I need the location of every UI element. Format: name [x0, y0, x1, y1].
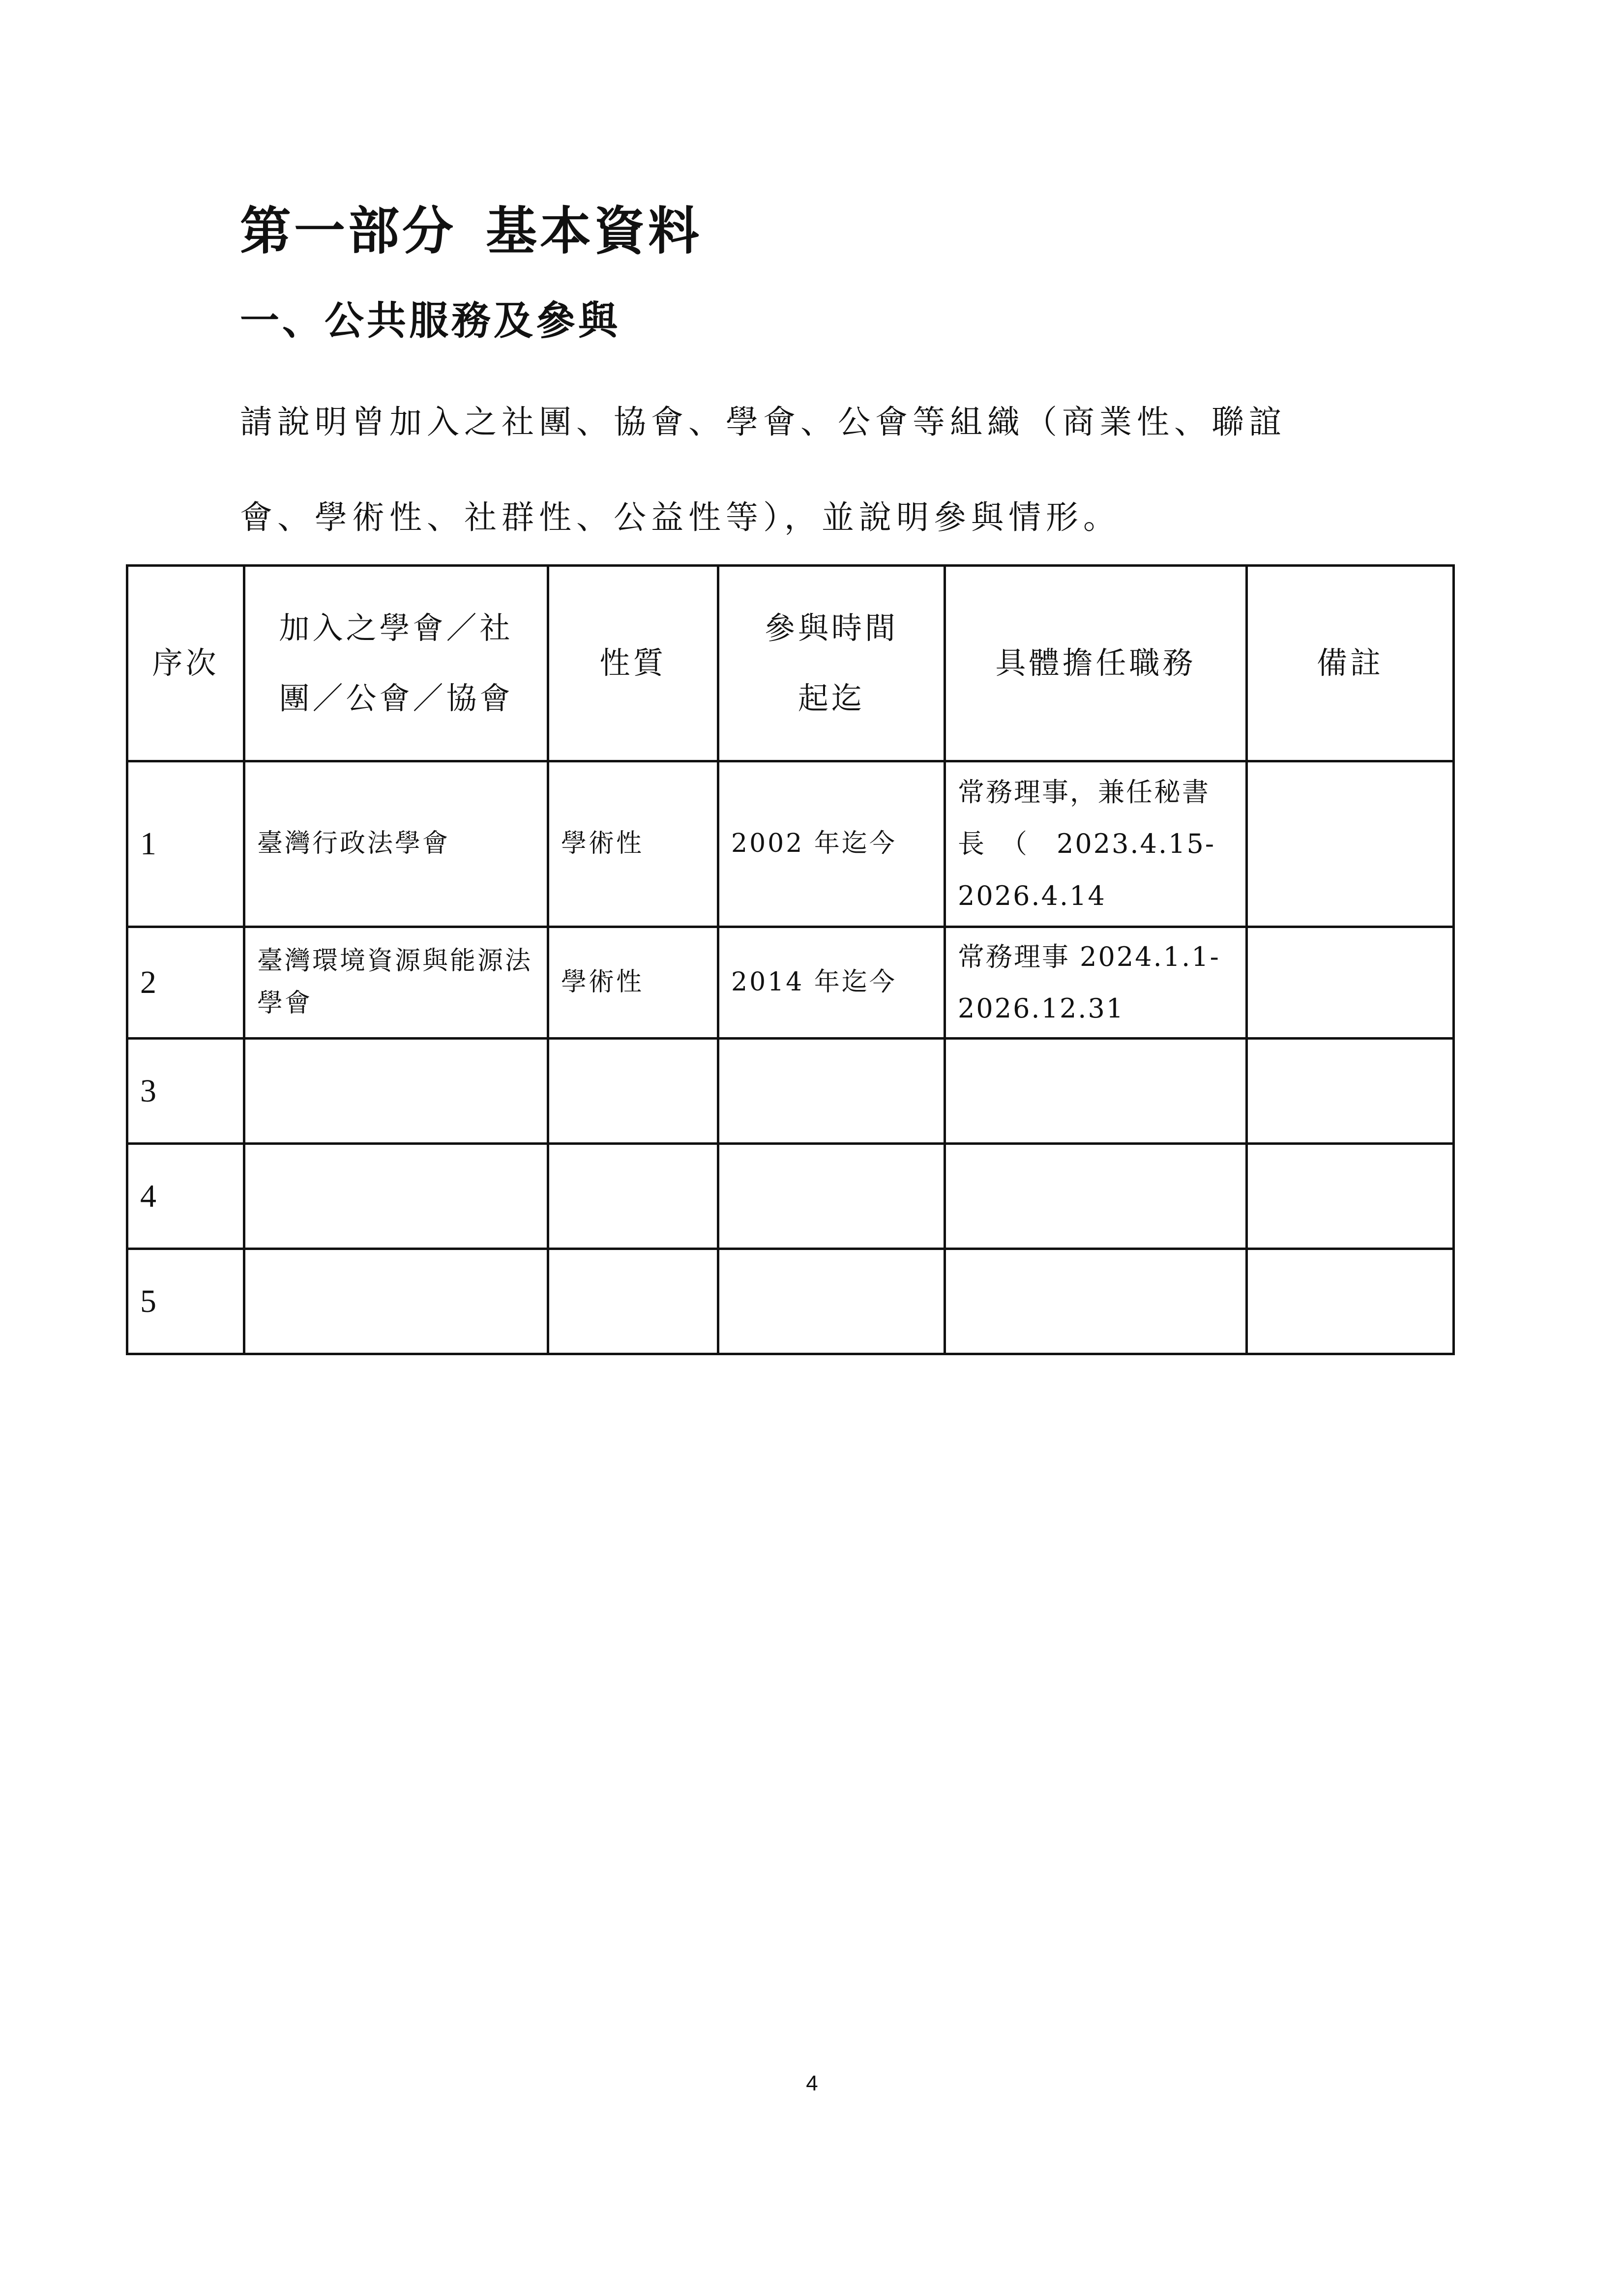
row-period: 2002 年迄今 [718, 761, 945, 927]
table-row [127, 1144, 1454, 1249]
row-nature: 學術性 [548, 927, 718, 1039]
row-nature [548, 1039, 718, 1144]
row-note [1247, 761, 1454, 927]
row-nature [548, 1249, 718, 1354]
header-seq: 序次 [127, 566, 244, 761]
instruction-line-1: 請說明曾加入之社團、協會、學會、公會等組織（商業性、聯誼 [240, 403, 1286, 441]
header-organization [244, 566, 548, 761]
row-note [1247, 1039, 1454, 1144]
header-organization-line-2: 團／公會／協會 [279, 680, 513, 716]
row-duty [945, 1144, 1247, 1249]
row-duty [945, 927, 1247, 1039]
row-duty [945, 761, 1247, 927]
row-nature: 學術性 [548, 761, 718, 927]
row-seq: 4 [127, 1144, 244, 1249]
row-seq: 5 [127, 1249, 244, 1354]
row-nature [548, 1144, 718, 1249]
row-duty-line-1: 常務理事，兼任秘書 [958, 777, 1210, 808]
table-row [127, 761, 1454, 927]
row-period [718, 1144, 945, 1249]
row-period [718, 1039, 945, 1144]
row-duty [945, 1249, 1247, 1354]
row-duty-line-2: 長 （ 2023.4.15- [958, 828, 1216, 860]
row-organization: 臺灣行政法學會 [244, 761, 548, 927]
row-organization [244, 1249, 548, 1354]
row-seq: 2 [127, 927, 244, 1039]
table-row [127, 1039, 1454, 1144]
row-organization [244, 1039, 548, 1144]
header-organization-line-1: 加入之學會／社 [279, 610, 513, 646]
instruction-line-2: 會、學術性、社群性、公益性等），並說明參與情形。 [240, 498, 1121, 536]
header-period [718, 566, 945, 761]
row-organization: 臺灣環境資源與能源法學會 [244, 927, 548, 1039]
row-seq: 1 [127, 761, 244, 927]
header-period-line-2: 起迄 [797, 680, 865, 716]
header-note: 備註 [1247, 566, 1454, 761]
row-duty-line-2: 2026.12.31 [958, 993, 1125, 1024]
membership-table [126, 564, 1455, 1355]
part-title [240, 201, 703, 261]
part-title-sub: 基本資料 [486, 201, 703, 261]
part-title-main: 第一部分 [240, 201, 457, 261]
section-title: 一、公共服務及參與 [240, 297, 620, 344]
row-note [1247, 927, 1454, 1039]
row-duty-line-3: 2026.4.14 [958, 880, 1106, 911]
row-note [1247, 1249, 1454, 1354]
table-row [127, 1249, 1454, 1354]
header-duty: 具體擔任職務 [945, 566, 1247, 761]
row-period: 2014 年迄今 [718, 927, 945, 1039]
row-note [1247, 1144, 1454, 1249]
table-header-row [127, 566, 1454, 761]
row-seq: 3 [127, 1039, 244, 1144]
page-number: 4 [806, 2071, 818, 2095]
row-organization [244, 1144, 548, 1249]
row-period [718, 1249, 945, 1354]
row-duty [945, 1039, 1247, 1144]
table-row [127, 927, 1454, 1039]
header-nature: 性質 [548, 566, 718, 761]
row-duty-line-1: 常務理事 2024.1.1- [958, 941, 1220, 972]
header-period-line-1: 參與時間 [764, 610, 898, 646]
